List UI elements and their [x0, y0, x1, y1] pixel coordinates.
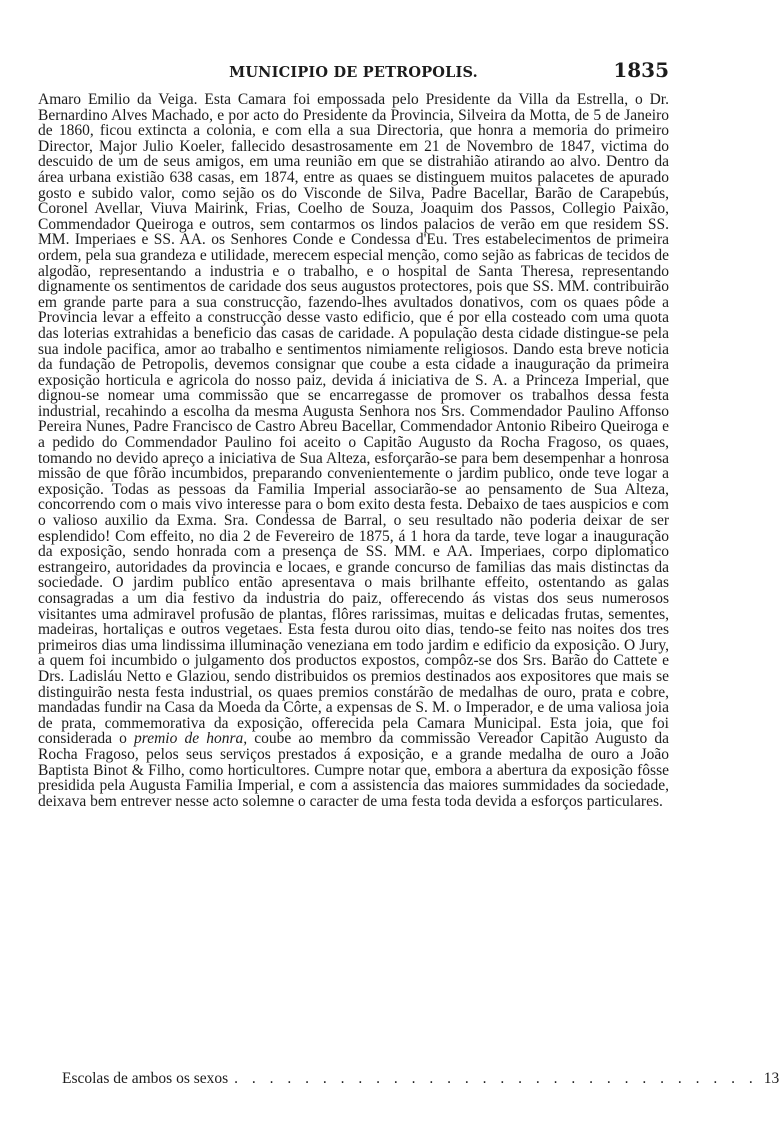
- running-title: MUNICIPIO DE PETROPOLIS.: [229, 64, 478, 81]
- dot-leader: . . . . . . . . . . . . . . . . . . . . . . . . . . . . . .: [234, 1070, 758, 1087]
- paragraph-text-part-2: coube ao membro da commissão Vereador Capitão Augusto da Rocha Fragoso, pelos seus serviços prestados á exposição, e a grande medalha de ouro a João Baptista Binot & Filho, como horticultores. Cumpre notar que, embora a abertura da exposição fôsse presidida pela Augusta Familia Imperial, e com a assistencia das maiores summidades da sociedade, deixava bem entrever nesse acto solemne o caracter de uma festa toda devida a esforços particulares.: [38, 730, 670, 810]
- page-header: [38, 58, 669, 86]
- italic-phrase: premio de honra,: [134, 730, 248, 748]
- statistics-line: [62, 1070, 779, 1088]
- paragraph-text-part-1: Amaro Emilio da Veiga. Esta Camara foi empossada pelo Presidente da Villa da Estrella, o Dr. Bernardino Alves Machado, e por acto do Presidente da Provincia, Silveira da Motta, de 5 de Janeiro de 1860, ficou extincta a colonia, e com ella a sua Directoria, que honra a memoria do primeiro Director, Major Julio Koeler, fallecido desastrosamente em 21 de Novembro de 1847, victima do descuido de um de seus amigos, em uma reunião em que se distrahião atirando ao alvo. Dentro da área urbana existião 638 casas, em 1874, entre as quaes se distinguem muitos palacetes de apurado gosto e subido valor, como sejão os do Visconde de Silva, Padre Bacellar, Barão de Carapebús, Coronel Avellar, Viuva Mairink, Frias, Coelho de Souza, Joaquim dos Passos, Collegio Paixão, Commendador Queiroga e outros, sem contarmos os lindos palacios de verão em que residem SS. MM. Imperiaes e SS. AA. os Senhores Conde e Condessa d'Eu. Tres estabelecimentos de primeira ordem, pela sua grandeza e utilidade, merecem especial menção, como sejão as fabricas de tecidos de algodão, representando a industria e o trabalho, e o hospital de Santa Theresa, representando dignamente os sentimentos de caridade dos seus augustos protectores, pois que SS. MM. contribuirão em grande parte para a sua construcção, fazendo-lhes avultados donativos, com os quaes pôde a Provincia levar a effeito a construcção desse vasto edificio, que é por ella costeado com uma quota das loterias extrahidas a beneficio das casas de caridade. A população desta cidade distingue-se pela sua indole pacifica, amor ao trabalho e sentimentos nimiamente religiosos. Dando esta breve noticia da fundação de Petropolis, devemos consignar que coube a esta cidade a inauguração da primeira exposição horticula e agricola do nosso paiz, devida á iniciativa de S. A. a Princeza Imperial, que dignou-se nomear uma commissão que se encarregasse de promover os trabalhos dessa festa industrial, recahindo a escolha da mesma Augusta Senhora nos Srs. Commendador Paulino Affonso Pereira Nunes, Padre Francisco de Castro Abreu Bacellar, Commendador Antonio Ribeiro Queiroga e a pedido do Commendador Paulino foi aceito o Capitão Augusto da Rocha Fragoso, os quaes, tomando no devido apreço a iniciativa de Sua Alteza, esforçarão-se para bem desempenhar a honrosa missão de que fôrão incumbidos, preparando convenientemente o jardim publico, onde teve logar a exposição. Todas as pessoas da Familia Imperial associarão-se ao pensamento de Sua Alteza, concorrendo com o mais vivo interesse para o bom exito desta festa. Debaixo de taes auspicios e com o valioso auxilio da Exma. Sra. Condessa de Barral, o seu resultado não poderia deixar de ser esplendido! Com effeito, no dia 2 de Fevereiro de 1875, á 1 hora da tarde, teve logar a inauguração da exposição, sendo honrada com a presença de SS. MM. e AA. Imperiaes, corpo diplomatico estrangeiro, autoridades da provincia e locaes, e grande concurso de familias das mais distinctas da sociedade. O jardim publico então apresentava o mais brilhante effeito, ostentando as galas consagradas a um dia festivo da industria do paiz, offerecendo ás vistas dos seus numerosos visitantes uma admiravel profusão de plantas, flôres rarissimas, muitas e delicadas frutas, sementes, madeiras, hortaliças e outros vegetaes. Esta festa durou oito dias, tendo-se feito nas noites dos tres primeiros dias uma lindissima illuminação veneziana em todo jardim e edificio da exposição. O Jury, a quem foi incumbido o julgamento dos productos expostos, compôz-se dos Srs. Barão do Cattete e Drs. Ladisláu Netto e Glaziou, sendo distribuidos os premios destinados aos expositores que mais se distinguirão nesta festa industrial, os quaes premios constárão de medalhas de ouro, prata e cobre, mandadas fundir na Casa da Moeda da Côrte, a expensas de S. M. o Imperador, e de uma valiosa joia de prata, commemorativa da exposição, offerecida pela Camara Municipal. Esta joia, que foi considerada o: [38, 91, 669, 748]
- main-paragraph: [38, 92, 669, 809]
- body-text: [38, 92, 669, 809]
- statistics-label: Escolas de ambos os sexos: [62, 1070, 229, 1087]
- page-number: 1835: [613, 58, 669, 82]
- statistics-value: 13: [763, 1070, 779, 1087]
